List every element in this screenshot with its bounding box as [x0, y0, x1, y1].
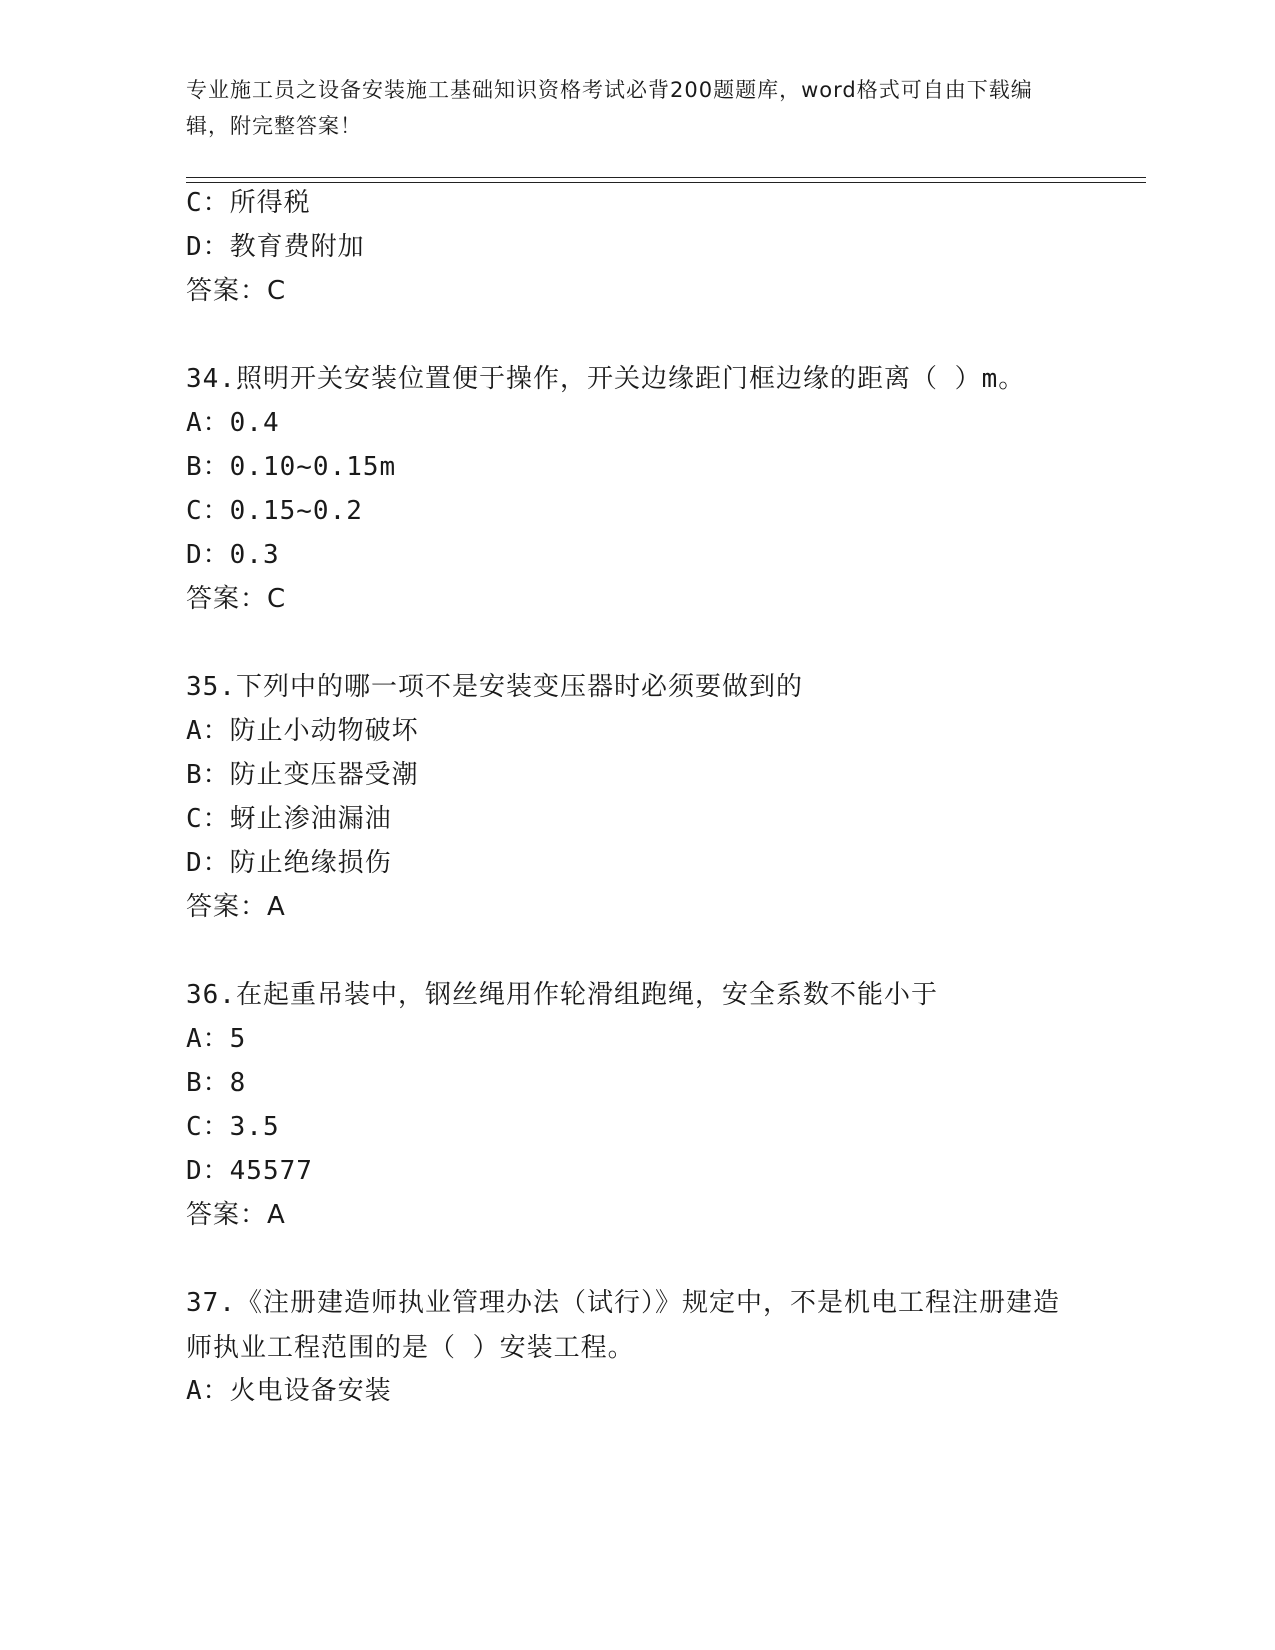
answer: 答案：C: [186, 276, 287, 306]
option-d: D：45577: [186, 1156, 313, 1186]
question-35-stem: 35.下列中的哪一项不是安装变压器时必须要做到的: [186, 672, 803, 702]
answer: 答案：A: [186, 892, 286, 922]
option-a: A：火电设备安装: [186, 1376, 392, 1406]
option-c: C：0.15~0.2: [186, 496, 363, 526]
option-d: D：教育费附加: [186, 232, 365, 262]
question-34-stem: 34.照明开关安装位置便于操作，开关边缘距门框边缘的距离（ ）m。: [186, 364, 1026, 394]
document-header: 专业施工员之设备安装施工基础知识资格考试必背200题题库，word格式可自由下载编辑，附完整答案！: [186, 78, 1033, 138]
question-36-stem: 36.在起重吊装中，钢丝绳用作轮滑组跑绳，安全系数不能小于: [186, 980, 938, 1010]
option-c: C：3.5: [186, 1112, 280, 1142]
option-b: B：0.10~0.15m: [186, 452, 397, 482]
header-divider-top: [186, 177, 1146, 178]
option-c: C：所得税: [186, 188, 311, 218]
answer: 答案：C: [186, 584, 287, 614]
option-a: A：防止小动物破坏: [186, 716, 419, 746]
option-d: D：0.3: [186, 540, 280, 570]
option-a: A：0.4: [186, 408, 280, 438]
question-37-stem: 37.《注册建造师执业管理办法（试行）》规定中，不是机电工程注册建造师执业工程范围的是（ ）安装工程。: [186, 1288, 1060, 1363]
option-c: C：蚜止渗油漏油: [186, 804, 392, 834]
header-divider-bottom: [186, 182, 1146, 183]
answer: 答案：A: [186, 1200, 286, 1230]
option-b: B：防止变压器受潮: [186, 760, 419, 790]
option-d: D：防止绝缘损伤: [186, 848, 392, 878]
option-b: B：8: [186, 1068, 247, 1098]
option-a: A：5: [186, 1024, 247, 1054]
